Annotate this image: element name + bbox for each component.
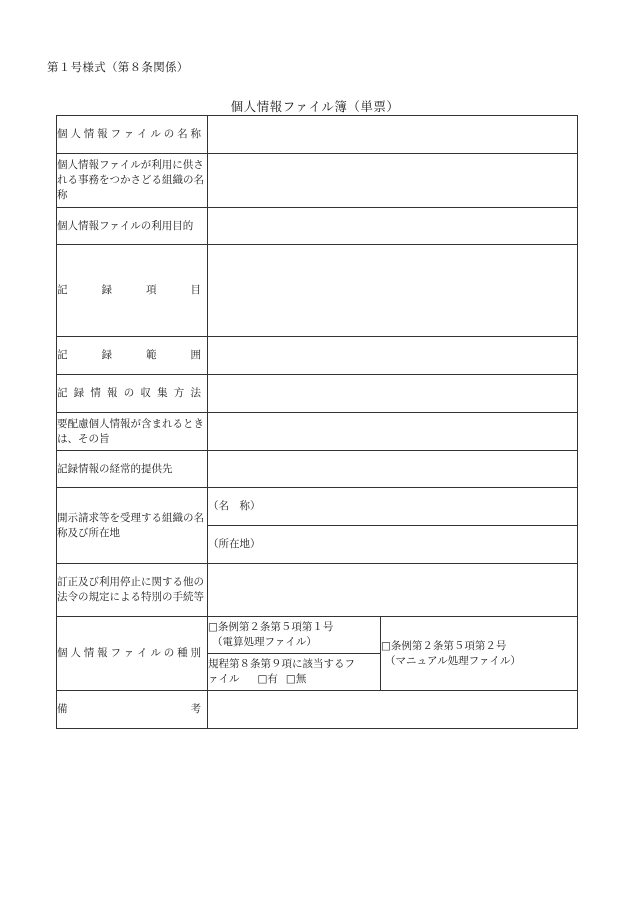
option-electronic-line2: （電算処理ファイル）: [212, 636, 317, 648]
disclosure-address-label: （所在地）: [208, 538, 261, 550]
option-rule: [208, 654, 381, 691]
field-disclosure-name[interactable]: [208, 488, 578, 526]
label-record-items: 記録項目: [57, 245, 208, 337]
row-sensitive-info: [57, 413, 578, 451]
label-organization: 個人情報ファイルが利用に供される事務をつかさどる組織の名称: [57, 154, 208, 208]
checkbox-yes[interactable]: □有: [257, 673, 278, 685]
row-file-name: [57, 116, 578, 154]
row-organization: [57, 154, 578, 208]
field-record-scope[interactable]: [208, 337, 578, 375]
rule-text-line1: 規程第８条第９項に該当するフ: [208, 658, 355, 670]
option-manual-line2: （マニュアル処理ファイル）: [385, 654, 521, 667]
field-remarks[interactable]: [208, 691, 578, 729]
rule-text-line2: [208, 672, 380, 687]
label-file-type: 個人情報ファイルの種別: [57, 617, 208, 691]
row-regular-recipients: [57, 451, 578, 488]
register-table: [56, 115, 578, 729]
label-purpose: 個人情報ファイルの利用目的: [57, 208, 208, 245]
field-disclosure-address[interactable]: [208, 526, 578, 564]
row-disclosure-name: [57, 488, 578, 526]
rule-text-line2-label: ァイル: [208, 673, 240, 685]
field-file-name[interactable]: [208, 116, 578, 154]
field-purpose[interactable]: [208, 208, 578, 245]
label-collection-method: 記録情報の収集方法: [57, 375, 208, 413]
label-regular-recipients: 記録情報の経常的提供先: [57, 451, 208, 488]
label-remarks: 備考: [57, 691, 208, 729]
field-special-procedures[interactable]: [208, 564, 578, 617]
form-number: 第１号様式（第８条関係）: [47, 60, 189, 74]
row-record-items: [57, 245, 578, 337]
label-file-name: 個人情報ファイルの名称: [57, 116, 208, 154]
row-purpose: [57, 208, 578, 245]
row-special-procedures: [57, 564, 578, 617]
field-collection-method[interactable]: [208, 375, 578, 413]
option-manual[interactable]: [381, 617, 578, 691]
checkbox-no[interactable]: □無: [285, 673, 307, 685]
label-disclosure-org: 開示請求等を受理する組織の名称及び所在地: [57, 488, 208, 564]
row-collection-method: [57, 375, 578, 413]
field-sensitive-info[interactable]: [208, 413, 578, 451]
field-regular-recipients[interactable]: [208, 451, 578, 488]
form-title: 個人情報ファイル簿（単票）: [230, 99, 400, 114]
row-file-type-1: [57, 617, 578, 654]
disclosure-name-label: （名 称）: [208, 500, 261, 512]
row-remarks: [57, 691, 578, 729]
row-record-scope: [57, 337, 578, 375]
label-sensitive-info: 要配慮個人情報が含まれるときは、その旨: [57, 413, 208, 451]
option-electronic-line1: □条例第２条第５項第１号: [208, 621, 334, 633]
label-record-scope: 記録範囲: [57, 337, 208, 375]
label-special-procedures: 訂正及び利用停止に関する他の法令の規定による特別の手続等: [57, 564, 208, 617]
option-manual-line1: □条例第２条第５項第２号: [381, 639, 507, 652]
field-record-items[interactable]: [208, 245, 578, 337]
field-organization[interactable]: [208, 154, 578, 208]
option-electronic[interactable]: [208, 617, 381, 654]
